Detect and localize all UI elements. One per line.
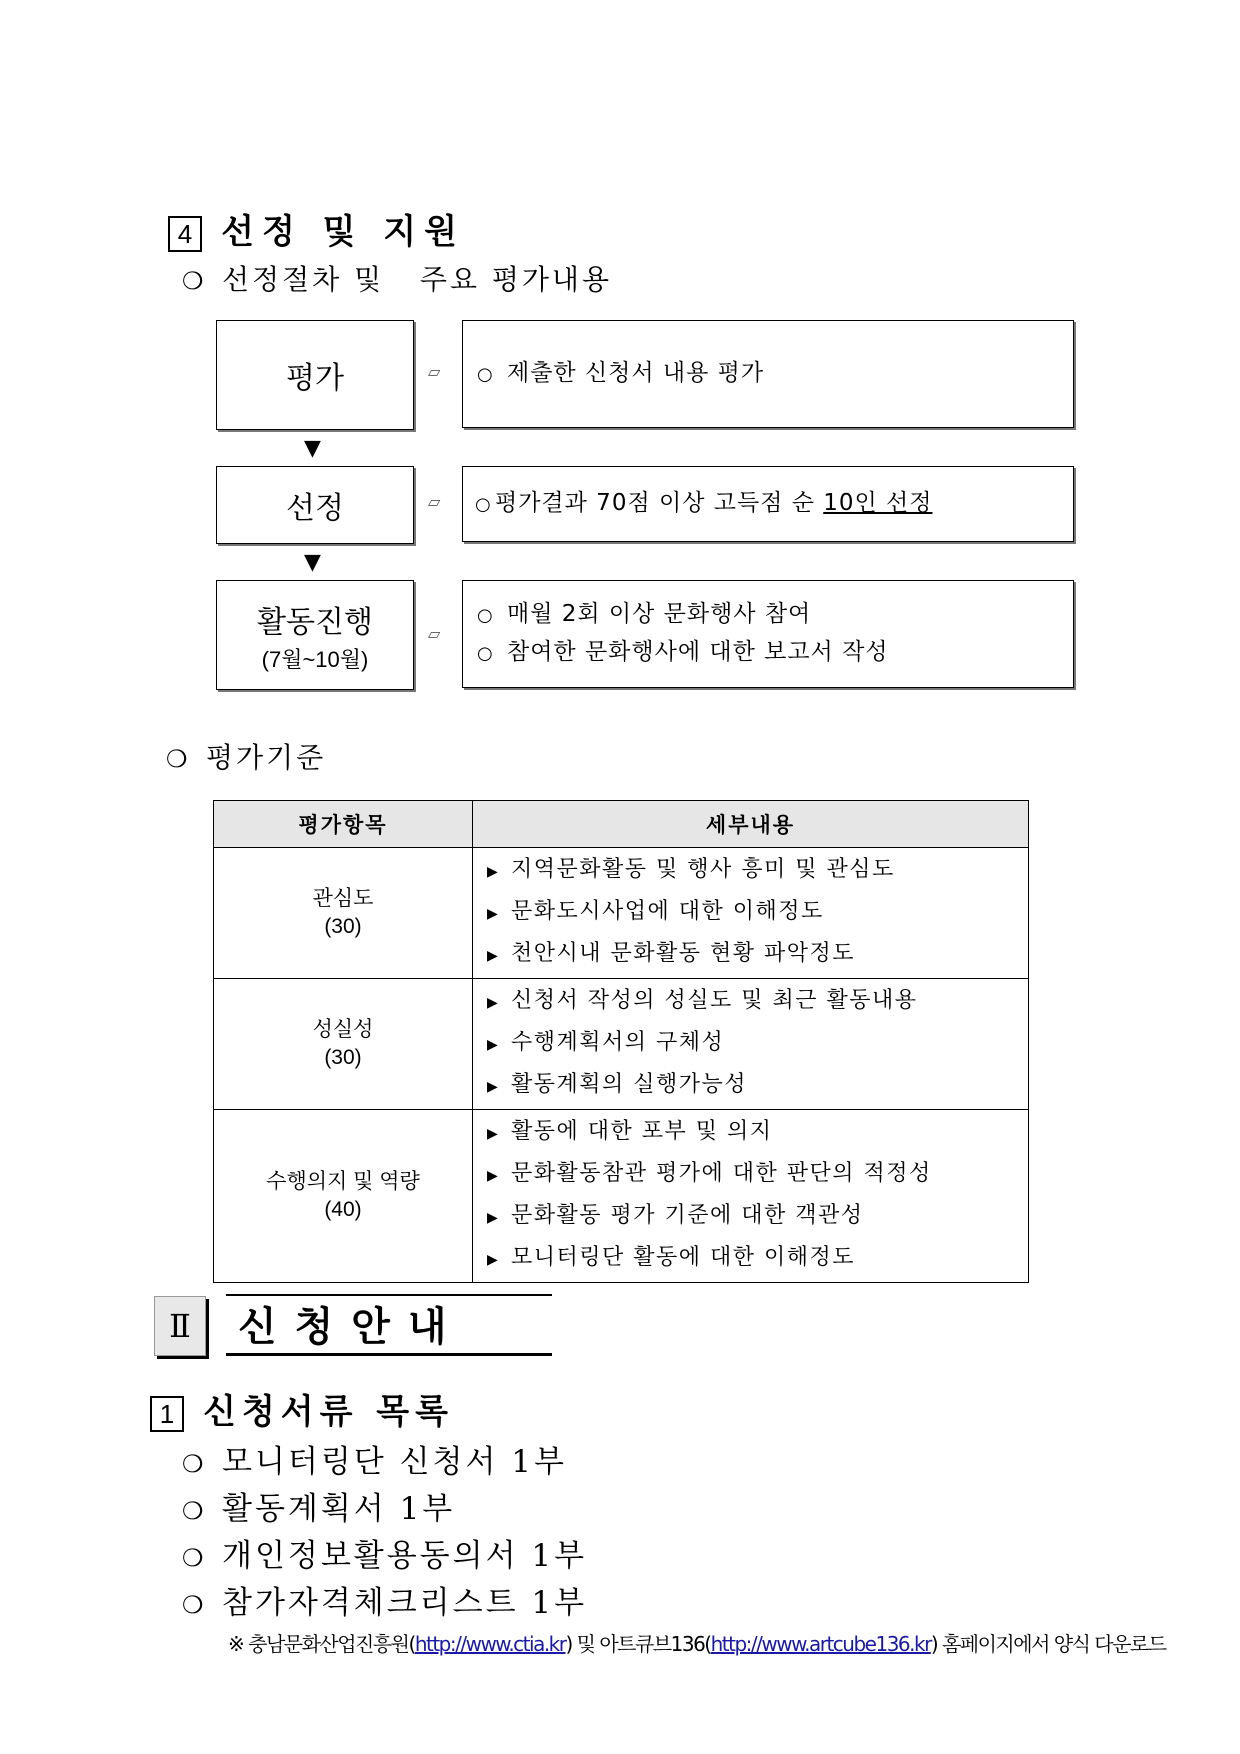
triangle-bullet-icon: ▶ [487,1210,500,1226]
circle-bullet-icon: ❍ [166,745,191,773]
criteria-item: 관심도 (30) [214,848,473,979]
flow-step-selection [216,466,414,544]
ctia-link[interactable]: http://www.ctia.kr [414,1632,566,1656]
flow-step-label: 활동진행 [257,605,373,639]
section-title: 신청서류 목록 [203,1392,454,1432]
criteria-item: 수행의지 및 역량 (40) [214,1110,473,1283]
flow-detail-activity: ○ 매월 2회 이상 문화행사 참여 ○ 참여한 문화행사에 대한 보고서 작성 [462,580,1074,688]
criteria-detail: ▶ 지역문화활동 및 행사 흥미 및 관심도 ▶ 문화도시사업에 대한 이해정도 ▶ 천안시내 문화활동 현황 파악정도 [473,848,1029,979]
link-icon: ▱ [428,492,441,511]
document-list-item: ❍ 모니터링단 신청서 1부 [182,1444,567,1480]
triangle-bullet-icon: ▶ [487,948,500,964]
table-row [214,1110,1029,1283]
criteria-item: 성실성 (30) [214,979,473,1110]
flow-step-period: (7월~10월) [261,646,369,672]
circle-bullet-icon: ❍ [182,1544,207,1572]
link-icon: ▱ [428,624,441,643]
circle-bullet-icon: ○ [477,605,494,626]
column-header-item: 평가항목 [214,801,473,848]
table-header-row [214,801,1029,848]
circle-bullet-icon: ○ [477,364,494,385]
circle-bullet-icon: ○ [477,643,494,664]
section-number: 4 [168,216,202,252]
criteria-heading: ❍ 평가기준 [166,741,327,774]
flow-detail-selection: ○ 평가결과 70점 이상 고득점 순 10인 선정 [462,466,1074,542]
column-header-detail: 세부내용 [473,801,1029,848]
chapter-number-badge: Ⅱ [154,1296,206,1356]
triangle-bullet-icon: ▶ [487,864,500,880]
section-4-header [168,204,465,253]
link-icon: ▱ [428,362,441,381]
section-1-header [150,1384,454,1433]
flow-step-label: 평가 [286,362,344,395]
triangle-bullet-icon: ▶ [487,1252,500,1268]
procedure-heading: ❍ 선정절차 및 주요 평가내용 [182,263,613,296]
arrow-down-icon: ▼ [304,550,321,575]
circle-bullet-icon: ❍ [182,267,207,295]
triangle-bullet-icon: ▶ [487,1168,500,1184]
flow-step-activity [216,580,414,690]
triangle-bullet-icon: ▶ [487,1037,500,1053]
triangle-bullet-icon: ▶ [487,1079,500,1095]
download-note: ※ 충남문화산업진흥원(http://www.ctia.kr) 및 아트큐브136(http://www.artcube136.kr) 홈페이지에서 양식 다운로드 [228,1632,1166,1656]
chapter-title: 신청안내 [226,1294,552,1356]
flow-step-label: 선정 [286,492,344,525]
flow-detail-evaluation: ○ 제출한 신청서 내용 평가 [462,320,1074,428]
circle-bullet-icon: ❍ [182,1450,207,1478]
criteria-detail: ▶ 신청서 작성의 성실도 및 최근 활동내용 ▶ 수행계획서의 구체성 ▶ 활동계획의 실행가능성 [473,979,1029,1110]
circle-bullet-icon: ❍ [182,1497,207,1525]
circle-bullet-icon: ❍ [182,1591,207,1619]
arrow-down-icon: ▼ [304,436,321,461]
document-list-item: ❍ 개인정보활용동의서 1부 [182,1538,588,1574]
artcube-link[interactable]: http://www.artcube136.kr [710,1632,931,1656]
document-list-item: ❍ 활동계획서 1부 [182,1491,456,1527]
criteria-detail: ▶ 활동에 대한 포부 및 의지 ▶ 문화활동참관 평가에 대한 판단의 적정성 ▶ 문화활동 평가 기준에 대한 객관성 ▶ 모니터링단 활동에 대한 이해정도 [473,1110,1029,1283]
table-row [214,848,1029,979]
document-list-item: ❍ 참가자격체크리스트 1부 [182,1585,588,1621]
criteria-table [213,800,1029,1283]
triangle-bullet-icon: ▶ [487,1126,500,1142]
section-title: 선정 및 지원 [221,212,465,252]
triangle-bullet-icon: ▶ [487,906,500,922]
flow-step-evaluation [216,320,414,430]
section-number: 1 [150,1396,184,1432]
circle-bullet-icon: ○ [475,494,492,515]
note-mark: ※ [228,1632,244,1656]
table-row [214,979,1029,1110]
triangle-bullet-icon: ▶ [487,995,500,1011]
